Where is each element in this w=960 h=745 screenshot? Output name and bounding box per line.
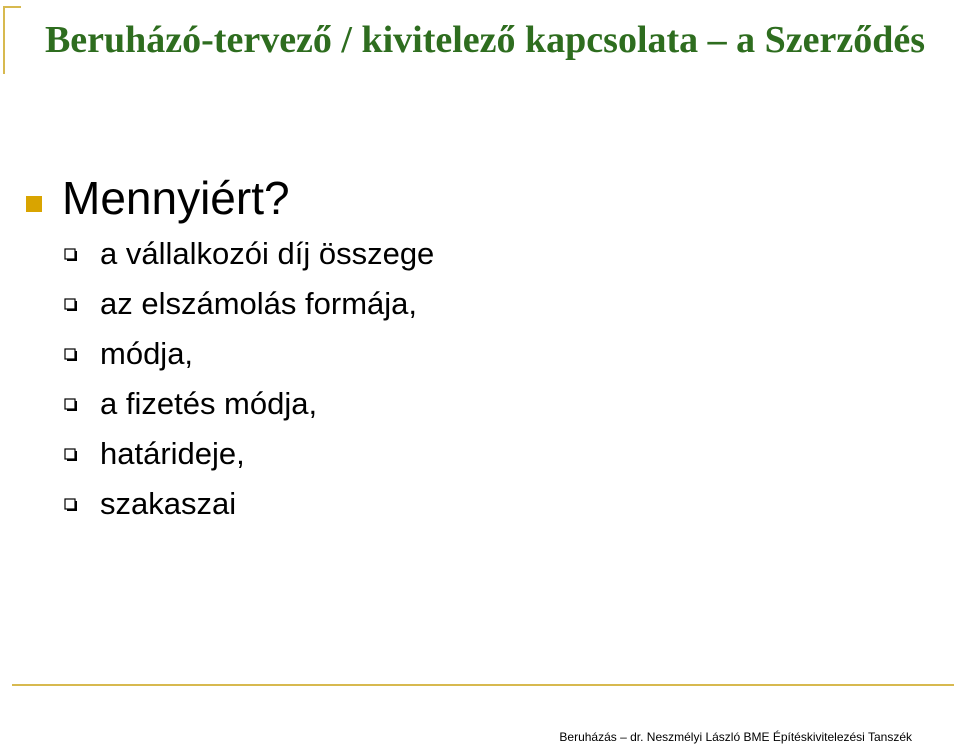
corner-frame-vertical (3, 6, 5, 74)
shadowed-box-bullet-icon (64, 398, 78, 412)
corner-frame-horizontal (3, 6, 21, 8)
shadowed-box-bullet-icon (64, 248, 78, 262)
slide-title: Beruházó-tervező / kivitelező kapcsolata – a Szerződés (44, 19, 926, 61)
sub-bullet-text: szakaszai (100, 486, 237, 521)
shadowed-box-bullet-icon (64, 448, 78, 462)
shadowed-box-bullet-icon (64, 298, 78, 312)
sub-bullet-text: a vállalkozói díj összege (100, 236, 435, 271)
footer-divider (12, 684, 954, 686)
sub-bullet-text: határideje, (100, 436, 245, 471)
footer-text: Beruházás – dr. Neszmélyi László BME Építéskivitelezési Tanszék (559, 730, 912, 744)
sub-bullet-text: az elszámolás formája, (100, 286, 418, 321)
sub-bullet-text: a fizetés módja, (100, 386, 318, 421)
sub-bullet-text: módja, (100, 336, 194, 371)
square-bullet-icon (26, 196, 42, 212)
main-bullet-text: Mennyiért? (62, 172, 290, 224)
shadowed-box-bullet-icon (64, 498, 78, 512)
shadowed-box-bullet-icon (64, 348, 78, 362)
